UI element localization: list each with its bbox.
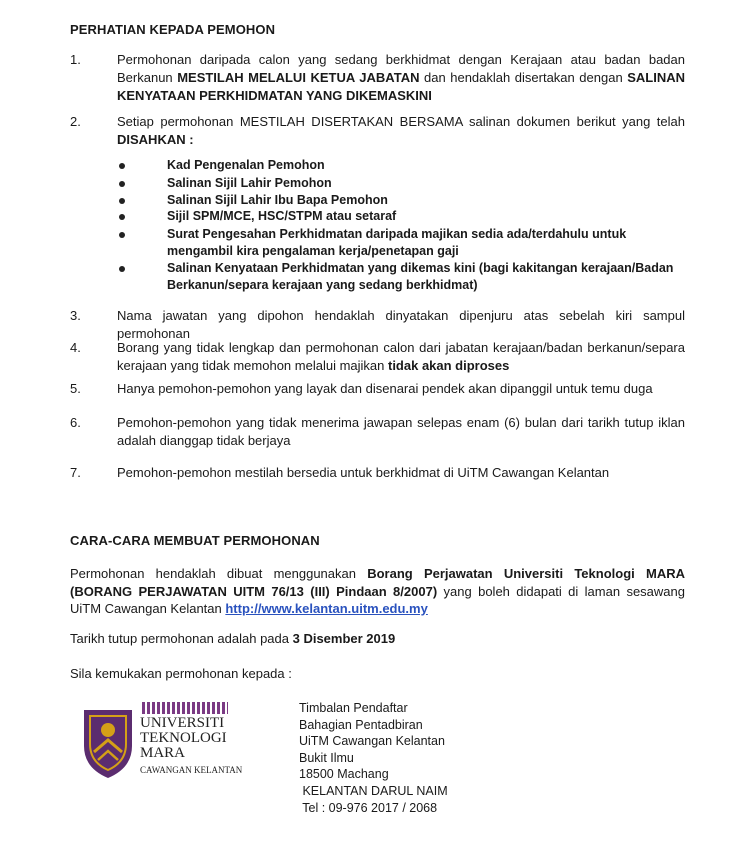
bullet-dot — [119, 181, 125, 187]
bullet-dot — [119, 214, 125, 220]
item-number-5: 5. — [70, 381, 81, 396]
item-text-4: Borang yang tidak lengkap dan permohonan calon dari jabatan kerajaan/badan berkanun/separa kerajaan yang tidak memohon melalui majikan tidak akan diproses — [117, 340, 685, 373]
item-text-3: Nama jawatan yang dipohon hendaklah dinyatakan dipenjuru atas sebelah kiri sampul permohonan — [117, 308, 685, 341]
bullet-item-3: Salinan Sijil Lahir Ibu Bapa Pemohon — [167, 193, 388, 207]
item-text-2: Setiap permohonan MESTILAH DISERTAKAN BERSAMA salinan dokumen berikut yang telah DISAHKAN : — [117, 114, 685, 147]
item-text-6: Pemohon-pemohon yang tidak menerima jawapan selepas enam (6) bulan dari tarikh tutup iklan adalah dianggap tidak berjaya — [117, 415, 685, 448]
address-line: 18500 Machang — [299, 767, 389, 781]
bullet-dot — [119, 266, 125, 272]
item-number-3: 3. — [70, 308, 81, 323]
item-number-4: 4. — [70, 340, 81, 355]
logo-line-cawangan: CAWANGAN KELANTAN — [140, 765, 243, 775]
item-text-5: Hanya pemohon-pemohon yang layak dan disenarai pendek akan dipanggil untuk temu duga — [117, 381, 653, 396]
bullet-item-2: Salinan Sijil Lahir Pemohon — [167, 176, 332, 190]
closing-date: Tarikh tutup permohonan adalah pada 3 Disember 2019 — [70, 631, 396, 646]
heading-cara: CARA-CARA MEMBUAT PERMOHONAN — [70, 533, 320, 548]
item-number-2: 2. — [70, 114, 81, 129]
bullet-dot — [119, 163, 125, 169]
logo-line-mara: MARA — [140, 745, 186, 761]
heading-perhatian: PERHATIAN KEPADA PEMOHON — [70, 22, 276, 37]
address-line: Bahagian Pentadbiran — [299, 718, 423, 732]
address-phone: Tel : 09-976 2017 / 2068 — [299, 801, 438, 815]
item-number-7: 7. — [70, 465, 81, 480]
logo-line-teknologi: TEKNOLOGI — [140, 730, 227, 746]
submit-instruction: Sila kemukakan permohonan kepada : — [70, 666, 292, 681]
uitm-logo — [80, 702, 250, 782]
address-line: UiTM Cawangan Kelantan — [299, 734, 445, 748]
bullet-dot — [119, 198, 125, 204]
bullet-item-1: Kad Pengenalan Pemohon — [167, 158, 325, 172]
bullet-item-5: Surat Pengesahan Perkhidmatan daripada majikan sedia ada/terdahulu untuk mengambil kira pengalaman kerja/penetapan gaji — [167, 227, 627, 258]
item-number-1: 1. — [70, 52, 81, 67]
application-instructions: Permohonan hendaklah dibuat menggunakan Borang Perjawatan Universiti Teknologi MARA (BORANG PERJAWATAN UITM 76/13 (III) Pindaan 8/2007) yang boleh didapati di laman sesawang UiTM Cawangan Kelantan http://www.kelantan.uitm.edu.my — [70, 566, 685, 616]
address-line: KELANTAN DARUL NAIM — [299, 784, 448, 798]
logo-line-universiti: UNIVERSITI — [140, 715, 225, 731]
item-text-7: Pemohon-pemohon mestilah bersedia untuk berkhidmat di UiTM Cawangan Kelantan — [117, 465, 610, 480]
website-link[interactable]: http://www.kelantan.uitm.edu.my — [225, 601, 428, 616]
bullet-item-6: Salinan Kenyataan Perkhidmatan yang dikemas kini (bagi kakitangan kerajaan/Badan Berkanun/separa kerajaan yang sedang berkhidmat) — [167, 261, 674, 292]
item-text-1: Permohonan daripada calon yang sedang berkhidmat dengan Kerajaan atau badan badan Berkanun MESTILAH MELALUI KETUA JABATAN dan hendaklah disertakan dengan SALINAN KENYATAAN PERKHIDMATAN YANG DIKEMASKINI — [117, 52, 685, 103]
uitm-crest-icon — [80, 706, 136, 780]
bullet-dot — [119, 232, 125, 238]
bullet-item-4: Sijil SPM/MCE, HSC/STPM atau setaraf — [167, 209, 397, 223]
jawi-script-graphic — [142, 702, 228, 714]
address-line: Timbalan Pendaftar — [299, 701, 408, 715]
address-line: Bukit Ilmu — [299, 751, 354, 765]
item-number-6: 6. — [70, 415, 81, 430]
